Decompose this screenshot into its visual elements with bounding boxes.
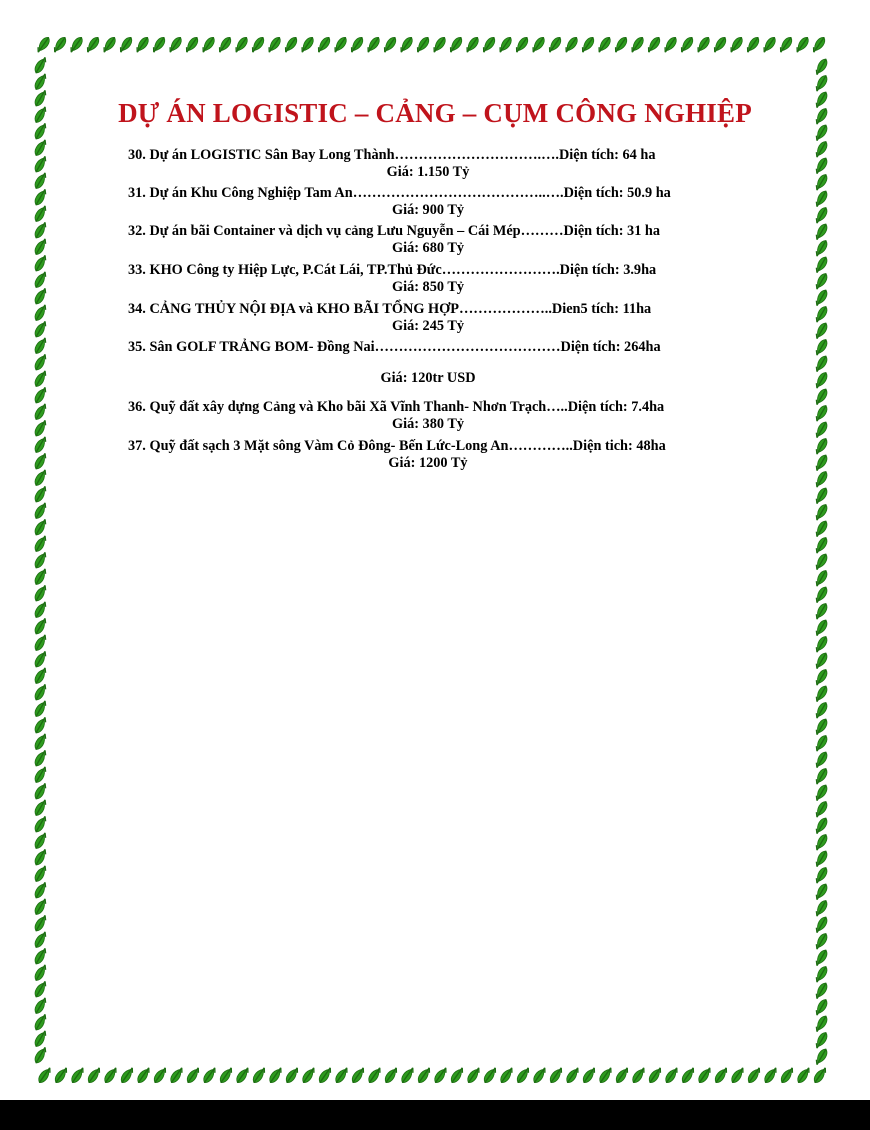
footer-bar [0,1100,870,1130]
entry-line: 32. Dự án bãi Container và dịch vụ cảng Lưu Nguyễn – Cái Mép………Diện tích: 31 ha [128,223,661,239]
entry-line: 36. Quỹ đất xây dựng Cảng và Kho bãi Xã Vĩnh Thanh- Nhơn Trạch…..Diện tích: 7.4ha [128,399,665,415]
green-leaf-arrow-icon [33,930,48,949]
green-leaf-arrow-icon [399,1066,415,1085]
entry-line: 34. CẢNG THỦY NỘI ĐỊA và KHO BÃI TỔNG HỢP………………..Dien5 tích: 11ha [128,301,652,317]
green-leaf-arrow-icon [33,550,48,569]
green-leaf-arrow-icon [814,1031,829,1050]
green-leaf-arrow-icon [814,618,829,637]
green-leaf-arrow-icon [814,701,829,720]
green-leaf-arrow-icon [201,1066,217,1085]
green-leaf-arrow-icon [33,534,48,553]
green-leaf-arrow-icon [814,354,829,373]
green-leaf-arrow-icon [217,35,233,54]
green-leaf-arrow-icon [33,913,48,932]
green-leaf-arrow-icon [35,35,51,54]
green-leaf-arrow-icon [613,35,629,54]
list-item [128,339,748,387]
green-leaf-arrow-icon [814,668,829,687]
green-leaf-arrow-icon [630,1066,646,1085]
green-leaf-arrow-icon [597,1066,613,1085]
green-leaf-arrow-icon [498,1066,514,1085]
green-leaf-arrow-icon [33,187,48,206]
entry-line: 30. Dự án LOGISTIC Sân Bay Long Thành………………………….….Diện tích: 64 ha [128,147,656,163]
green-leaf-arrow-icon [33,1012,48,1031]
green-leaf-arrow-icon [33,154,48,173]
green-leaf-arrow-icon [563,35,579,54]
green-leaf-arrow-icon [33,270,48,289]
green-leaf-arrow-icon [233,35,249,54]
green-leaf-arrow-icon [33,501,48,520]
green-leaf-arrow-icon [581,1066,597,1085]
green-leaf-arrow-icon [33,616,48,635]
green-leaf-arrow-icon [814,404,829,423]
green-leaf-arrow-icon [33,286,48,305]
green-leaf-arrow-icon [481,35,497,54]
green-leaf-arrow-icon [713,1066,729,1085]
green-leaf-arrow-icon [33,666,48,685]
green-leaf-arrow-icon [33,1045,48,1064]
green-leaf-arrow-icon [33,369,48,388]
green-leaf-arrow-icon [250,35,266,54]
green-leaf-arrow-icon [283,35,299,54]
green-leaf-arrow-icon [712,35,728,54]
green-leaf-arrow-icon [680,1066,696,1085]
green-leaf-arrow-icon [695,35,711,54]
green-leaf-arrow-icon [185,1066,201,1085]
list-item [128,301,748,335]
green-leaf-arrow-icon [234,1066,250,1085]
green-leaf-arrow-icon [814,932,829,951]
green-leaf-arrow-icon [795,1066,811,1085]
green-leaf-arrow-icon [814,899,829,918]
green-leaf-arrow-icon [86,1066,102,1085]
green-leaf-arrow-icon [118,35,134,54]
green-leaf-arrow-icon [266,35,282,54]
green-leaf-arrow-icon [432,1066,448,1085]
list-item [128,223,748,257]
green-leaf-arrow-icon [33,699,48,718]
green-leaf-arrow-icon [33,484,48,503]
green-leaf-arrow-icon [530,35,546,54]
entry-price: Giá: 900 Tỷ [391,202,465,218]
green-leaf-arrow-icon [814,717,829,736]
green-leaf-arrow-icon [33,880,48,899]
green-leaf-arrow-icon [416,1066,432,1085]
list-item [128,399,748,433]
green-leaf-arrow-icon [33,303,48,322]
green-leaf-arrow-icon [814,272,829,291]
green-leaf-arrow-icon [33,682,48,701]
green-leaf-arrow-icon [812,1066,828,1085]
green-leaf-arrow-icon [814,750,829,769]
green-leaf-arrow-icon [614,1066,630,1085]
green-leaf-arrow-icon [299,35,315,54]
green-leaf-arrow-icon [814,981,829,1000]
green-leaf-arrow-icon [415,35,431,54]
green-leaf-arrow-icon [365,35,381,54]
green-leaf-arrow-icon [779,1066,795,1085]
green-leaf-arrow-icon [33,946,48,965]
list-item [128,262,748,296]
green-leaf-arrow-icon [33,748,48,767]
green-leaf-arrow-icon [497,35,513,54]
green-leaf-arrow-icon [151,35,167,54]
green-leaf-arrow-icon [814,816,829,835]
green-leaf-arrow-icon [482,1066,498,1085]
green-leaf-arrow-icon [547,35,563,54]
green-leaf-arrow-icon [33,468,48,487]
green-leaf-arrow-icon [33,781,48,800]
green-leaf-arrow-icon [794,35,810,54]
green-leaf-arrow-icon [679,35,695,54]
green-leaf-arrow-icon [761,35,777,54]
entry-line: 35. Sân GOLF TRẢNG BOM- Đồng Nai…………………………………Diện tích: 264ha [128,339,661,355]
green-leaf-arrow-icon [745,35,761,54]
green-leaf-arrow-icon [814,1014,829,1033]
green-leaf-arrow-icon [431,35,447,54]
green-leaf-arrow-icon [33,319,48,338]
green-leaf-arrow-icon [814,74,829,93]
green-leaf-arrow-icon [814,800,829,819]
green-leaf-arrow-icon [814,635,829,654]
green-leaf-arrow-icon [267,1066,283,1085]
green-leaf-arrow-icon [349,35,365,54]
green-leaf-arrow-icon [135,1066,151,1085]
green-leaf-arrow-icon [814,684,829,703]
green-leaf-arrow-icon [663,1066,679,1085]
green-leaf-arrow-icon [33,897,48,916]
green-leaf-arrow-icon [729,1066,745,1085]
green-leaf-arrow-icon [814,387,829,406]
green-leaf-arrow-icon [515,1066,531,1085]
entry-price: Giá: 1.150 Tỷ [386,164,470,180]
green-leaf-arrow-icon [814,915,829,934]
green-leaf-arrow-icon [814,255,829,274]
green-leaf-arrow-icon [531,1066,547,1085]
green-leaf-arrow-icon [662,35,678,54]
green-leaf-arrow-icon [33,138,48,157]
green-leaf-arrow-icon [134,35,150,54]
green-leaf-arrow-icon [284,1066,300,1085]
green-leaf-arrow-icon [200,35,216,54]
green-leaf-arrow-icon [366,1066,382,1085]
green-leaf-arrow-icon [68,35,84,54]
green-leaf-arrow-icon [184,35,200,54]
green-leaf-arrow-icon [251,1066,267,1085]
green-leaf-arrow-icon [33,600,48,619]
green-leaf-arrow-icon [382,35,398,54]
green-leaf-arrow-icon [814,420,829,439]
green-leaf-arrow-icon [814,338,829,357]
list-item [128,147,748,181]
green-leaf-arrow-icon [814,1047,829,1066]
green-leaf-arrow-icon [33,732,48,751]
green-leaf-arrow-icon [167,35,183,54]
green-leaf-arrow-icon [814,140,829,159]
green-leaf-arrow-icon [33,435,48,454]
green-leaf-arrow-icon [814,486,829,505]
entry-price: Giá: 680 Tỷ [391,240,465,256]
green-leaf-arrow-icon [814,156,829,175]
green-leaf-arrow-icon [33,451,48,470]
green-leaf-arrow-icon [383,1066,399,1085]
green-leaf-arrow-icon [814,453,829,472]
green-leaf-arrow-icon [33,171,48,190]
green-leaf-arrow-icon [33,633,48,652]
entry-price: Giá: 850 Tỷ [391,279,465,295]
green-leaf-arrow-icon [814,321,829,340]
green-leaf-arrow-icon [300,1066,316,1085]
green-leaf-arrow-icon [814,503,829,522]
green-leaf-arrow-icon [814,651,829,670]
green-leaf-arrow-icon [33,352,48,371]
green-leaf-arrow-icon [33,765,48,784]
green-leaf-arrow-icon [33,798,48,817]
green-leaf-arrow-icon [33,979,48,998]
green-leaf-arrow-icon [152,1066,168,1085]
green-leaf-arrow-icon [814,536,829,555]
green-leaf-arrow-icon [33,336,48,355]
green-leaf-arrow-icon [814,585,829,604]
green-leaf-arrow-icon [814,288,829,307]
green-leaf-arrow-icon [728,35,744,54]
entry-line: 33. KHO Công ty Hiệp Lực, P.Cát Lái, TP.Thủ Đức…………………….Diện tích: 3.9ha [128,262,657,278]
green-leaf-arrow-icon [52,35,68,54]
green-leaf-arrow-icon [102,1066,118,1085]
green-leaf-arrow-icon [814,783,829,802]
green-leaf-arrow-icon [814,602,829,621]
green-leaf-arrow-icon [33,204,48,223]
green-leaf-arrow-icon [33,715,48,734]
list-item [128,185,748,219]
green-leaf-arrow-icon [696,1066,712,1085]
green-leaf-arrow-icon [814,239,829,258]
green-leaf-arrow-icon [814,849,829,868]
green-leaf-arrow-icon [814,519,829,538]
entry-price: Giá: 120tr USD [380,370,476,386]
green-leaf-arrow-icon [69,1066,85,1085]
entry-price: Giá: 1200 Tỷ [388,455,468,471]
green-leaf-arrow-icon [317,1066,333,1085]
green-leaf-arrow-icon [814,173,829,192]
green-leaf-arrow-icon [36,1066,52,1085]
green-leaf-arrow-icon [33,418,48,437]
green-leaf-arrow-icon [514,35,530,54]
green-leaf-arrow-icon [814,189,829,208]
green-leaf-arrow-icon [33,963,48,982]
green-leaf-arrow-icon [814,569,829,588]
green-leaf-arrow-icon [53,1066,69,1085]
green-leaf-arrow-icon [33,864,48,883]
green-leaf-arrow-icon [814,206,829,225]
green-leaf-arrow-icon [811,35,827,54]
green-leaf-arrow-icon [33,1029,48,1048]
green-leaf-arrow-icon [85,35,101,54]
green-leaf-arrow-icon [449,1066,465,1085]
green-leaf-arrow-icon [33,831,48,850]
green-leaf-arrow-icon [814,57,829,76]
green-leaf-arrow-icon [814,371,829,390]
entry-line: 37. Quỹ đất sạch 3 Mặt sông Vàm Cỏ Đông- Bến Lức-Long An…………..Diện tich: 48ha [128,438,666,454]
green-leaf-arrow-icon [596,35,612,54]
green-leaf-arrow-icon [33,237,48,256]
green-leaf-arrow-icon [814,965,829,984]
green-leaf-arrow-icon [762,1066,778,1085]
page-title: DỰ ÁN LOGISTIC – CẢNG – CỤM CÔNG NGHIỆP [118,98,752,128]
green-leaf-arrow-icon [778,35,794,54]
green-leaf-arrow-icon [33,253,48,272]
green-leaf-arrow-icon [814,998,829,1017]
green-leaf-arrow-icon [101,35,117,54]
green-leaf-arrow-icon [33,385,48,404]
green-leaf-arrow-icon [814,767,829,786]
green-leaf-arrow-icon [33,517,48,536]
entry-line: 31. Dự án Khu Công Nghiệp Tam An…………………………………..….Diện tích: 50.9 ha [128,185,671,201]
green-leaf-arrow-icon [33,220,48,239]
green-leaf-arrow-icon [548,1066,564,1085]
green-leaf-arrow-icon [814,552,829,571]
green-leaf-arrow-icon [814,882,829,901]
green-leaf-arrow-icon [33,402,48,421]
green-leaf-arrow-icon [33,996,48,1015]
green-leaf-arrow-icon [647,1066,663,1085]
green-leaf-arrow-icon [464,35,480,54]
green-leaf-arrow-icon [629,35,645,54]
green-leaf-arrow-icon [332,35,348,54]
green-leaf-arrow-icon [814,734,829,753]
green-leaf-arrow-icon [33,72,48,91]
green-leaf-arrow-icon [814,866,829,885]
green-leaf-arrow-icon [465,1066,481,1085]
entry-price: Giá: 380 Tỷ [391,416,465,432]
green-leaf-arrow-icon [814,222,829,241]
list-item [128,438,748,472]
green-leaf-arrow-icon [33,567,48,586]
green-leaf-arrow-icon [814,437,829,456]
green-leaf-arrow-icon [33,814,48,833]
green-leaf-arrow-icon [814,305,829,324]
green-leaf-arrow-icon [218,1066,234,1085]
green-leaf-arrow-icon [119,1066,135,1085]
green-leaf-arrow-icon [448,35,464,54]
green-leaf-arrow-icon [564,1066,580,1085]
green-leaf-arrow-icon [33,583,48,602]
green-leaf-arrow-icon [350,1066,366,1085]
green-leaf-arrow-icon [814,470,829,489]
green-leaf-arrow-icon [814,948,829,967]
green-leaf-arrow-icon [646,35,662,54]
green-leaf-arrow-icon [746,1066,762,1085]
green-leaf-arrow-icon [33,847,48,866]
green-leaf-arrow-icon [580,35,596,54]
green-leaf-arrow-icon [814,833,829,852]
entry-price: Giá: 245 Tỷ [391,318,465,334]
green-leaf-arrow-icon [33,55,48,74]
green-leaf-arrow-icon [33,649,48,668]
green-leaf-arrow-icon [333,1066,349,1085]
green-leaf-arrow-icon [316,35,332,54]
green-leaf-arrow-icon [398,35,414,54]
green-leaf-arrow-icon [168,1066,184,1085]
